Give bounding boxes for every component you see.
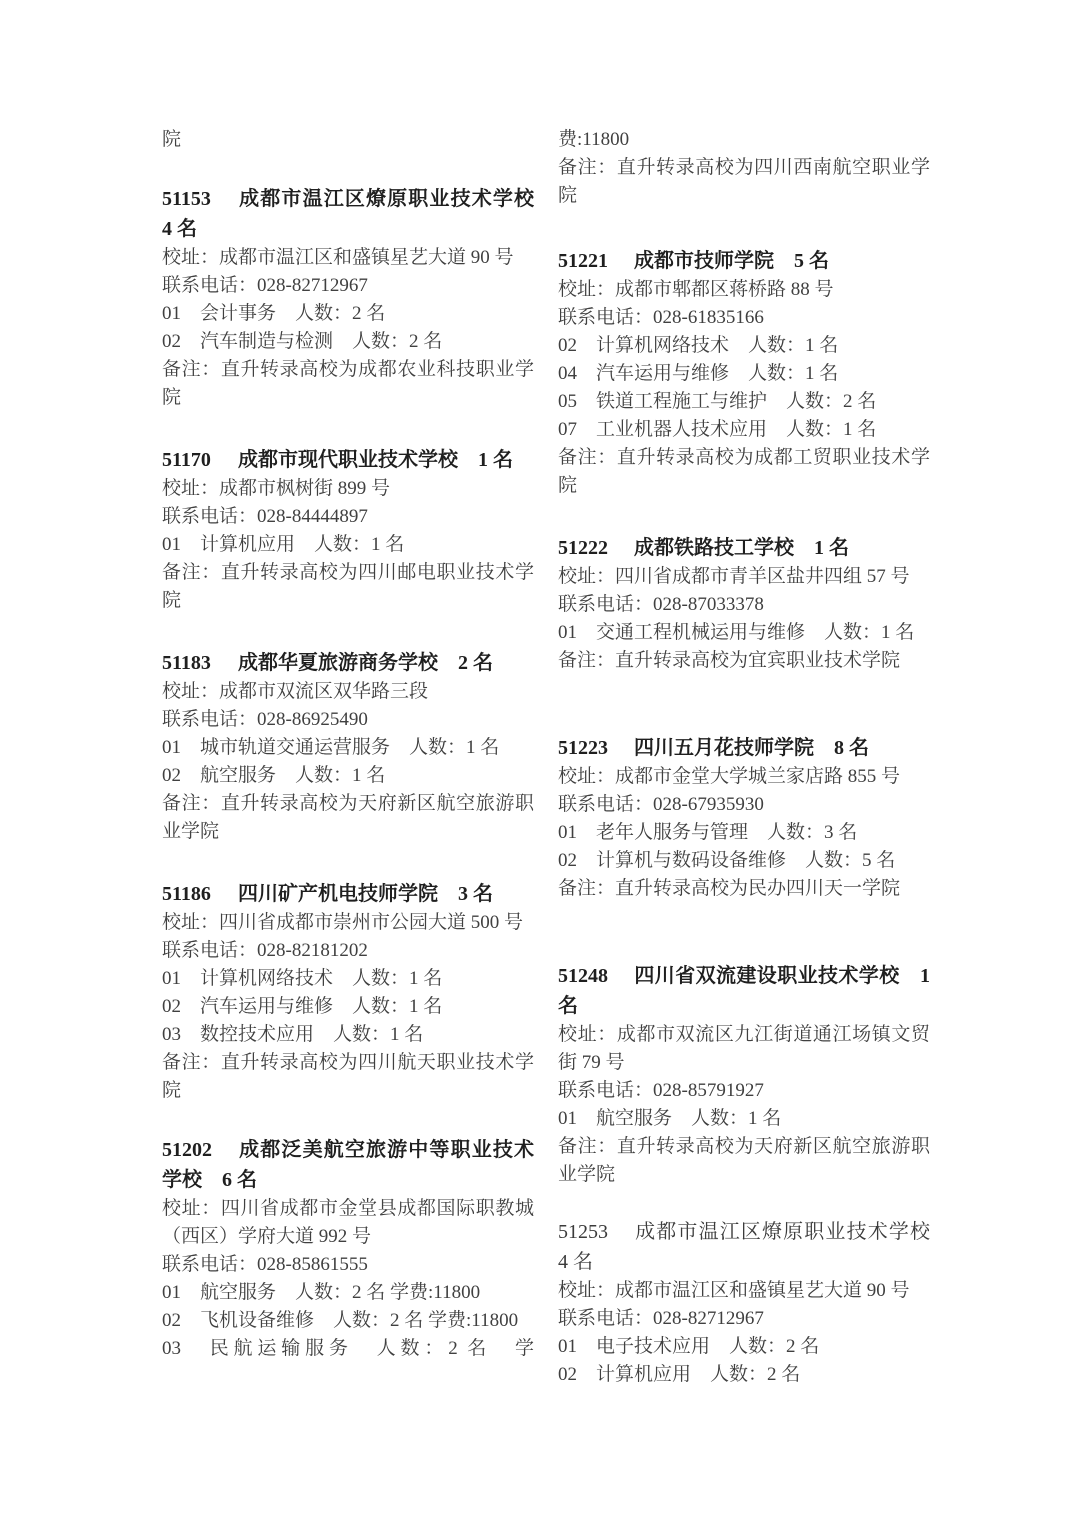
school-address: 校址：成都市双流区双华路三段: [162, 681, 429, 702]
school-phone: 联系电话：028-82712967: [162, 275, 368, 296]
left-column: [162, 126, 534, 1363]
school-quota: 4 名: [162, 218, 197, 240]
school-heading: [162, 445, 534, 475]
major-line: 01 城市轨道交通运营服务 人数：1 名: [162, 737, 500, 758]
school-address: 校址：成都市金堂大学城兰家店路 855 号: [558, 766, 901, 787]
school-note: 备注：直升转录高校为四川航天职业技术学院: [162, 1052, 534, 1101]
school-note: 备注：直升转录高校为成都工贸职业技术学院: [558, 447, 930, 496]
school-code: 51183: [162, 652, 211, 674]
major-line: 02 汽车制造与检测 人数：2 名: [162, 331, 443, 352]
school-entry-51153: [162, 184, 534, 412]
school-address: 校址：成都市温江区和盛镇星艺大道 90 号: [162, 247, 514, 268]
major-line: 03 数控技术应用 人数：1 名: [162, 1024, 424, 1045]
school-name: 成都泛美航空旅游中等职业技术学校: [162, 1139, 534, 1191]
school-phone: 联系电话：028-85861555: [162, 1254, 368, 1275]
major-line: 02 飞机设备维修 人数：2 名 学费:11800: [162, 1310, 519, 1331]
school-address: 校址：四川省成都市金堂县成都国际职教城（西区）学府大道 992 号: [162, 1198, 534, 1247]
carryover-note-text: 备注：直升转录高校为四川西南航空职业学院: [558, 157, 930, 206]
school-quota: 4 名: [558, 1251, 593, 1273]
school-note: 备注：直升转录高校为天府新区航空旅游职业学院: [162, 793, 534, 842]
major-line: 02 计算机应用 人数：2 名: [558, 1364, 801, 1385]
major-line: 01 交通工程机械运用与维修 人数：1 名: [558, 622, 915, 643]
school-address: 校址：四川省成都市崇州市公园大道 500 号: [162, 912, 524, 933]
carryover-text-left: 院: [162, 129, 182, 150]
major-line: 01 会计事务 人数：2 名: [162, 303, 386, 324]
school-quota: 8 名: [834, 737, 869, 759]
major-line: 05 铁道工程施工与维护 人数：2 名: [558, 391, 877, 412]
school-name: 四川省双流建设职业技术学校: [634, 965, 900, 987]
school-phone: 联系电话：028-82712967: [558, 1308, 764, 1329]
school-name: 四川矿产机电技师学院: [238, 883, 438, 905]
school-note: 备注：直升转录高校为成都农业科技职业学院: [162, 359, 534, 408]
school-note: 备注：直升转录高校为宜宾职业技术学院: [558, 650, 901, 671]
school-address: 校址：成都市郫都区蒋桥路 88 号: [558, 279, 834, 300]
major-line: 07 工业机器人技术应用 人数：1 名: [558, 419, 877, 440]
school-note: 备注：直升转录高校为民办四川天一学院: [558, 878, 901, 899]
school-code: 51170: [162, 449, 211, 471]
school-entry-51221: [558, 246, 930, 500]
school-address: 校址：成都市枫树街 899 号: [162, 478, 391, 499]
major-line: 04 汽车运用与维修 人数：1 名: [558, 363, 839, 384]
major-line: 01 计算机应用 人数：1 名: [162, 534, 405, 555]
school-heading: [558, 246, 930, 276]
school-name: 成都市温江区燎原职业技术学校: [634, 1221, 930, 1243]
school-address: 校址：成都市温江区和盛镇星艺大道 90 号: [558, 1280, 910, 1301]
school-quota: 1 名: [558, 965, 931, 1017]
school-code: 51248: [558, 965, 608, 987]
school-heading: [162, 648, 534, 678]
school-quota: 1 名: [478, 449, 513, 471]
school-code: 51202: [162, 1139, 212, 1161]
school-code: 51223: [558, 737, 608, 759]
school-entry-51248: [558, 961, 930, 1189]
school-quota: 1 名: [814, 537, 849, 559]
major-line: 01 老年人服务与管理 人数：3 名: [558, 822, 858, 843]
major-line: 01 电子技术应用 人数：2 名: [558, 1336, 820, 1357]
school-entry-51183: [162, 648, 534, 846]
school-name: 四川五月花技师学院: [634, 737, 814, 759]
school-entry-51223: [558, 733, 930, 903]
major-line: 02 计算机与数码设备维修 人数：5 名: [558, 850, 896, 871]
school-address: 校址：四川省成都市青羊区盐井四组 57 号: [558, 566, 910, 587]
school-heading: [558, 533, 930, 563]
school-quota: 2 名: [458, 652, 493, 674]
school-heading: [558, 1217, 930, 1277]
school-address: 校址：成都市双流区九江街道通江场镇文贸街 79 号: [558, 1024, 930, 1073]
school-code: 51153: [162, 188, 211, 210]
school-note: 备注：直升转录高校为天府新区航空旅游职业学院: [558, 1136, 930, 1185]
school-quota: 3 名: [458, 883, 493, 905]
right-column: [558, 126, 930, 1389]
school-entry-51202: [162, 1135, 534, 1363]
major-line: 02 汽车运用与维修 人数：1 名: [162, 996, 443, 1017]
major-line: 01 计算机网络技术 人数：1 名: [162, 968, 443, 989]
school-entry-51186: [162, 879, 534, 1105]
school-phone: 联系电话：028-87033378: [558, 594, 764, 615]
school-name: 成都市温江区燎原职业技术学校: [238, 188, 534, 210]
school-code: 51186: [162, 883, 211, 905]
school-heading: [162, 1135, 534, 1195]
school-code: 51221: [558, 250, 608, 272]
school-code: 51222: [558, 537, 608, 559]
school-code: 51253: [558, 1221, 608, 1243]
school-phone: 联系电话：028-61835166: [558, 307, 764, 328]
school-entry-51222: [558, 533, 930, 675]
school-phone: 联系电话：028-86925490: [162, 709, 368, 730]
school-name: 成都市现代职业技术学校: [238, 449, 458, 471]
major-line: 02 计算机网络技术 人数：1 名: [558, 335, 839, 356]
school-heading: [558, 733, 930, 763]
school-heading: [558, 961, 930, 1021]
school-quota: 6 名: [222, 1169, 257, 1191]
school-phone: 联系电话：028-82181202: [162, 940, 368, 961]
school-name: 成都华夏旅游商务学校: [238, 652, 438, 674]
school-name: 成都铁路技工学校: [634, 537, 794, 559]
school-phone: 联系电话：028-84444897: [162, 506, 368, 527]
major-line: 01 航空服务 人数：2 名 学费:11800: [162, 1282, 481, 1303]
school-phone: 联系电话：028-67935930: [558, 794, 764, 815]
school-name: 成都市技师学院: [634, 250, 774, 272]
school-quota: 5 名: [794, 250, 829, 272]
major-line: 01 航空服务 人数：1 名: [558, 1108, 782, 1129]
school-entry-51170: [162, 445, 534, 615]
major-line: 02 航空服务 人数：1 名: [162, 765, 386, 786]
school-note: 备注：直升转录高校为四川邮电职业技术学院: [162, 562, 534, 611]
school-phone: 联系电话：028-85791927: [558, 1080, 764, 1101]
school-entry-51253: [558, 1217, 930, 1389]
carryover-fee-text: 费:11800: [558, 129, 630, 150]
major-line: 03 民航运输服务 人数：2 名 学: [162, 1338, 534, 1359]
school-heading: [162, 879, 534, 909]
school-heading: [162, 184, 534, 244]
